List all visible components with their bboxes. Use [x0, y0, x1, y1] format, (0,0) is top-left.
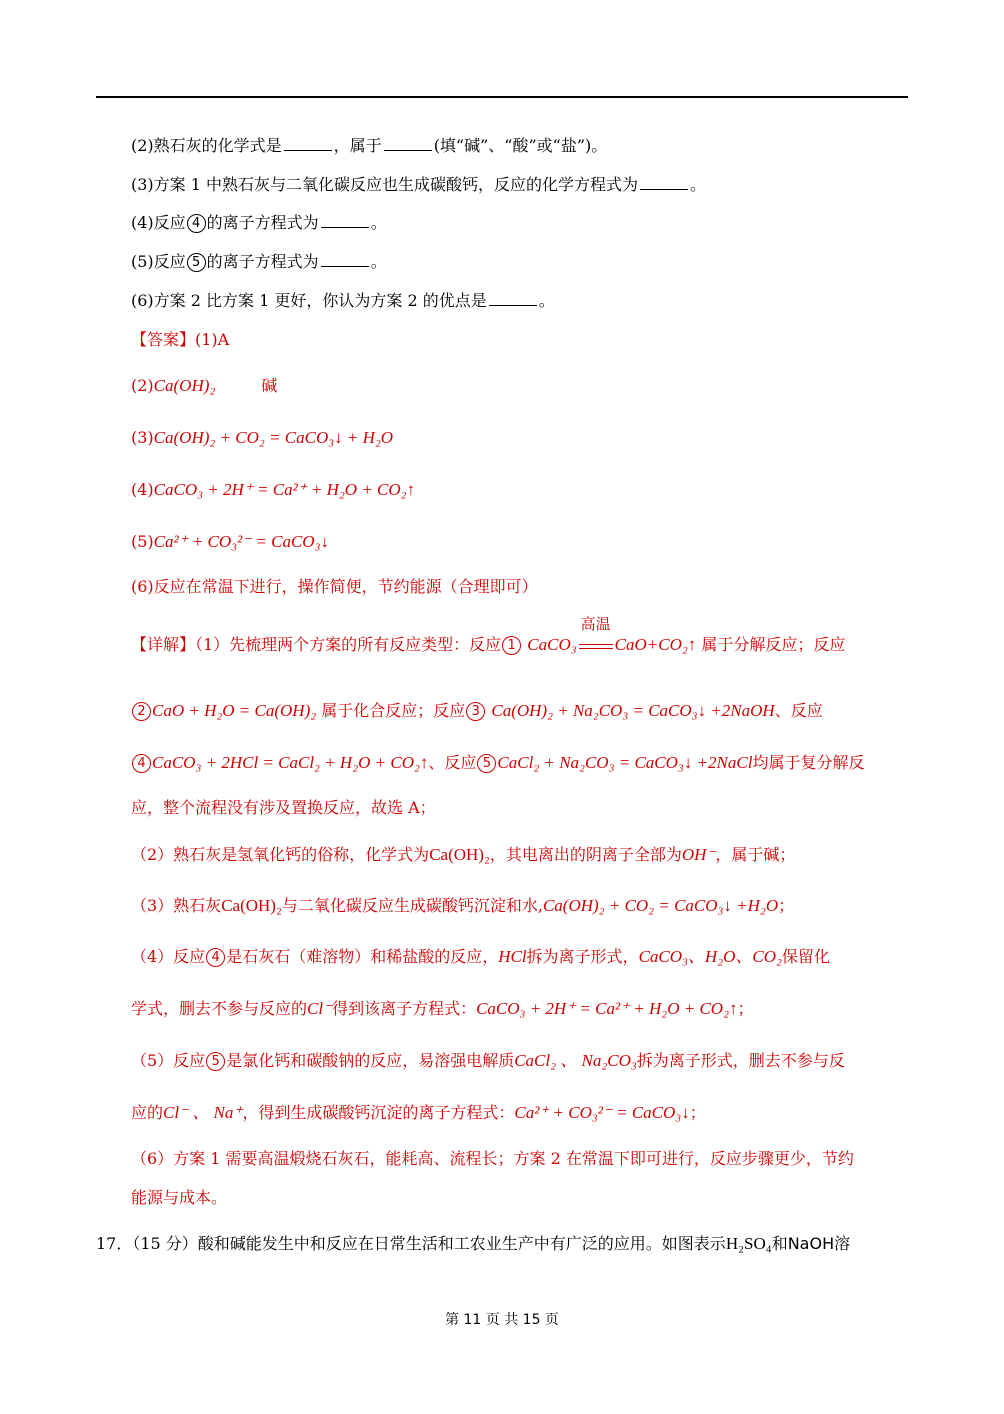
- detail-line-4: 应，整个流程没有涉及置换反应，故选 A；: [131, 798, 436, 817]
- detail-line-2: 2 CaO + H₂O = Ca(OH)₂ 属于化合反应；反应 3 Ca(OH)₂ + Na₂CO₃ = CaCO₃↓ +2NaOH、反应: [131, 701, 823, 721]
- answer-2: (2)Ca(OH)₂ 碱: [131, 376, 278, 395]
- answer-blank[interactable]: [284, 136, 332, 151]
- question-3: (3)方案 1 中熟石灰与二氧化碳反应也生成碳酸钙，反应的化学方程式为 。: [131, 175, 707, 194]
- circled-number-1: 1: [502, 636, 521, 655]
- condition-high-temp: 高温: [580, 617, 611, 633]
- question-2: (2)熟石灰的化学式是 ，属于 (填“碱”、“酸”或“盐”)。: [131, 136, 608, 155]
- answer-5: (5)Ca²⁺ + CO₃²⁻ = CaCO₃↓: [131, 532, 329, 551]
- detail-part-4-line-1: （4）反应 4 是石灰石（难溶物）和稀盐酸的反应，HCl拆为离子形式，CaCO₃、H₂O、CO₂保留化: [131, 947, 830, 966]
- detail-line-1: 【详解】（1）先梳理两个方案的所有反应类型：反应 1 CaCO₃ 高温 CaO+CO₂↑ 属于分解反应；反应: [131, 617, 846, 654]
- answer-label: 【答案】(1)A: [131, 330, 230, 349]
- circled-number-2: 2: [132, 702, 151, 721]
- circled-number-4: 4: [132, 754, 151, 773]
- circled-number-4: 4: [206, 948, 225, 967]
- detail-part-6-line-2: 能源与成本。: [131, 1188, 228, 1207]
- page-footer: 第 11 页 共 15 页: [445, 1312, 559, 1328]
- circled-number-3: 3: [466, 702, 485, 721]
- answer-6: (6)反应在常温下进行，操作简便，节约能源（合理即可）: [131, 577, 538, 596]
- question-17: 17．（15 分）酸和碱能发生中和反应在日常生活和工农业生产中有广泛的应用。如图表示H₂SO₄和NaOH溶: [96, 1234, 851, 1253]
- detail-part-6-line-1: （6）方案 1 需要高温煅烧石灰石，能耗高、流程长；方案 2 在常温下即可进行，反应步骤更少，节约: [131, 1149, 854, 1168]
- detail-part-3: （3）熟石灰Ca(OH)₂与二氧化碳反应生成碳酸钙沉淀和水,Ca(OH)₂ + CO₂ = CaCO₃↓ +H₂O；: [131, 896, 795, 915]
- circled-number-5: 5: [187, 253, 206, 272]
- answer-blank[interactable]: [640, 175, 688, 190]
- header-rule: [96, 96, 908, 98]
- answer-4: (4)CaCO₃ + 2H⁺ = Ca²⁺ + H₂O + CO₂↑: [131, 480, 416, 499]
- detail-part-2: （2）熟石灰是氢氧化钙的俗称，化学式为Ca(OH)₂，其电离出的阴离子全部为OH⁻，属于碱；: [131, 845, 796, 864]
- answer-blank[interactable]: [489, 291, 537, 306]
- answer-blank[interactable]: [321, 213, 369, 228]
- answer-blank[interactable]: [321, 252, 369, 267]
- detail-part-5-line-1: （5）反应 5 是氯化钙和碳酸钠的反应，易溶强电解质CaCl₂ 、 Na₂CO₃拆为离子形式，删去不参与反: [131, 1051, 845, 1070]
- circled-number-5: 5: [206, 1052, 225, 1071]
- question-6: (6)方案 2 比方案 1 更好，你认为方案 2 的优点是 。: [131, 291, 555, 310]
- circled-number-4: 4: [187, 214, 206, 233]
- answer-blank[interactable]: [384, 136, 432, 151]
- answer-3: (3)Ca(OH)₂ + CO₂ = CaCO₃↓ + H₂O: [131, 428, 394, 447]
- detail-part-4-line-2: 学式，删去不参与反应的Cl⁻得到该离子方程式：CaCO₃ + 2H⁺ = Ca²⁺ + H₂O + CO₂↑；: [131, 999, 754, 1018]
- detail-part-5-line-2: 应的Cl⁻ 、 Na⁺，得到生成碳酸钙沉淀的离子方程式：Ca²⁺ + CO₃²⁻ = CaCO₃↓；: [131, 1103, 706, 1122]
- question-4: (4)反应 4 的离子方程式为 。: [131, 213, 387, 232]
- circled-number-5: 5: [477, 754, 496, 773]
- detail-line-3: 4 CaCO₃ + 2HCl = CaCl₂ + H₂O + CO₂↑、反应 5 CaCl₂ + Na₂CO₃ = CaCO₃↓ +2NaCl均属于复分解反: [131, 753, 864, 773]
- question-5: (5)反应 5 的离子方程式为 。: [131, 252, 387, 271]
